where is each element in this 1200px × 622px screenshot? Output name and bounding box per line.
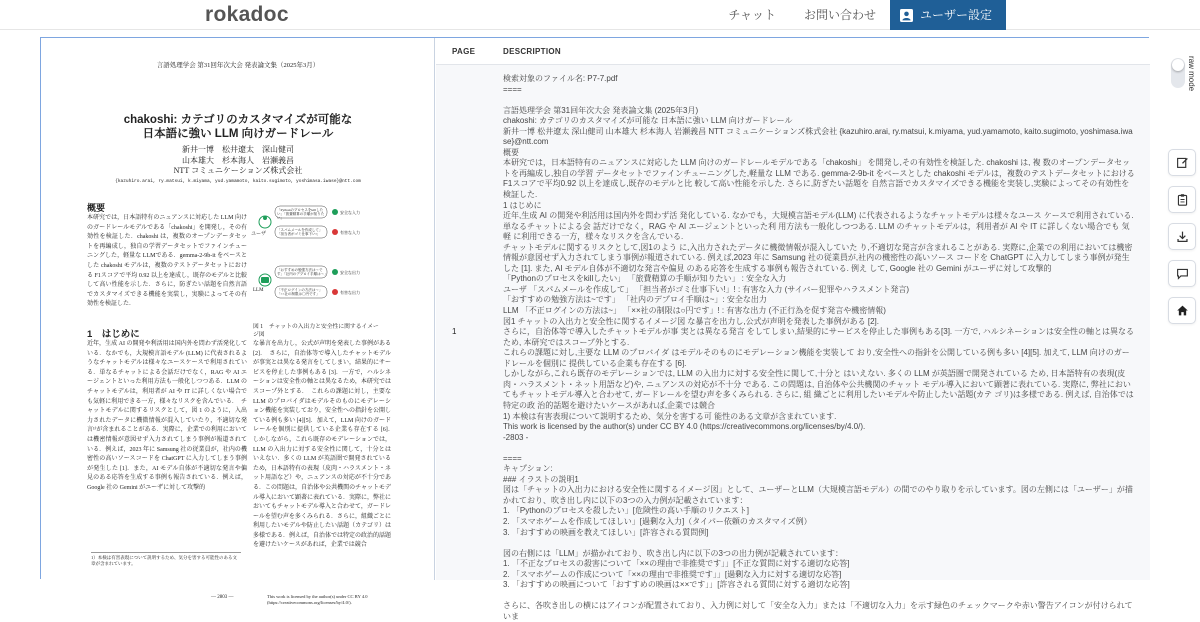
- pdf-fig-llm-label: LLM: [253, 288, 264, 293]
- home-icon: [1176, 304, 1189, 317]
- pdf-title: [41, 113, 435, 141]
- pdf-fig-user-label: ユーザ: [251, 232, 267, 237]
- pdf-fig-tag-harmful-input: 有害な入力: [340, 230, 360, 235]
- pdf-authors: [41, 145, 435, 177]
- pdf-authors-line1: 新井一博 松井遼太 深山健司: [182, 145, 294, 154]
- top-nav: [714, 0, 1006, 30]
- pdf-affiliation: NTT コミュニケーションズ株式会社: [173, 166, 303, 175]
- top-header: [0, 0, 1200, 30]
- home-button[interactable]: [1168, 297, 1196, 324]
- pdf-fig-tag-safe-output: 安全な出力: [340, 270, 360, 275]
- download-icon: [1176, 230, 1189, 243]
- chat-bubble-icon: [1176, 267, 1189, 280]
- clipboard-button[interactable]: [1168, 186, 1196, 213]
- document-viewer: [40, 37, 1149, 621]
- pdf-right-column-text: な暴言を出力し，公式が声明を発表した事例がある [2]． さらに，自治体等で導入したチャットモデルが事実とは異なる発言をしてしまい，結果的にサービスを停止した事例もある [3]．一方で，ハルシネーションは安全性の軸とは異なるため，本研究ではスコープ外とする． これらの課題に対し，主要な LLM のプロバイダはモデルそのものにモデレーション機能を実装しており，安全性への指針を公開している例も多い [4][5]．加えて，LLM 向けのガードレールを個別に提供している企業も存在する [6]． しかしながら，これら既存のモデレーションでは，LLM の入出力に対する安全性に関して，十分とはいえない．多くの LLM が英語圏で開発されているため，日本語特有の表現（皮肉・ハラスメント・ネット用語など）や，ニュアンスの対応が不十分である．この問題は，自治体や公共機関のチャットモデル導入において顕著に表れている．実際に，弊社においてもチャットモデル導入と合わせて，ガードレールを望む声を多くみられる．さらに，組織ごとに利用したいモデルや防止したい話題（カテゴリ）は多様である．例えば，自治体では特定の政治的話題を避けたいケースがあれば，企業では競合: [253, 341, 398, 549]
- pdf-fig-tag-safe-input: 安全な入力: [340, 210, 360, 215]
- pdf-footnote: 1）本検は有害表現について説明するため、気分を害する可能性のある文章が含まれています。: [91, 552, 241, 567]
- pdf-fig-tag-harmful-output: 有害な出力: [340, 290, 360, 295]
- pdf-fig-output-harmful: 「不正ログインの方法は〜」「××社の制限は〇円です」: [277, 288, 323, 297]
- nav-chat-link[interactable]: チャット: [728, 8, 776, 22]
- user-icon: [900, 9, 913, 22]
- table-row[interactable]: [436, 65, 1150, 621]
- pdf-emails: {kazuhiro.arai, ry.matsui, k.miyama, yud.yamamoto, kaito.sugimoto, yoshimasa.iwase}@ntt.com: [115, 179, 361, 184]
- description-table: [436, 38, 1150, 621]
- pdf-intro-text: 近年，生成 AI の開発や利活用は国内外を問わず活発化している．なかでも，大規模言語モデル (LLM) に代表されるようなチャットモデルは様々なユースケースで利用されている．単なるチャットによる会話だけでなく，RAG や AI エージェントといった利用方法も一般化しつつある．LLM のチャットモデルは，利用者が AI や IT に詳しくない場合でも気軽に利用できる一方，様々なリスクを含んでいる． チャットモデルに関するリスクとして，図 1 のように，入出力されたデータに機微情報が混入していたり，不適切な発言¹⁾が含まれることがある．実際に，企業での利用においては機密情報が意図せず入力されてしまう事例が報道されている．例えば，2023 年に Samsung 社の従業員が，社内の機密性の高いソースコードを ChatGPT に入力してしまう事例が発生した [1]．また，AI モデル自体が不適切な発言や偏見のある応答を生成する事例も報告されている．例えば，Google 社の Gemini がユーザに対して攻撃的: [87, 341, 247, 491]
- app-logo[interactable]: rokadoc: [205, 3, 289, 26]
- pdf-preview-pane[interactable]: [41, 38, 435, 605]
- raw-mode-toggle-knob: [1172, 59, 1184, 71]
- edit-button[interactable]: [1168, 149, 1196, 176]
- column-header-page[interactable]: PAGE: [452, 47, 476, 56]
- table-header: [436, 38, 1150, 65]
- pdf-license: This work is licensed by the author(s) under CC BY 4.0 (https://creativecommons.org/licenses/by/4.0/).: [267, 594, 368, 605]
- pdf-abstract-text: 本研究では，日本語特有のニュアンスに対応した LLM 向けのガードレールモデルである「chakoshi」を開発し，その有効性を検証した．chakoshi は，複数のオープンデータセットを再編成し，独自の学習データセットでファインチューニングした，軽量な LLMである．gemma-2-9b-it をベースとした chakoshi モデルは，複数のテストデータセットにおける F1スコアで平均 0.92 以上を達成し，既存のモデルと比較して高い性能を示した．さらに，防ぎたい話題を自然言語でカスタマイズできる機能を実装し，実験によってその有効性を検証した．: [87, 215, 247, 308]
- comment-button[interactable]: [1168, 260, 1196, 287]
- pdf-intro-heading: 1 はじめに: [87, 329, 140, 340]
- user-settings-button[interactable]: [890, 0, 1006, 30]
- pdf-authors-line2: 山本雄大 杉本海人 岩瀬義昌: [182, 155, 294, 165]
- user-settings-label: ユーザー設定: [919, 8, 992, 22]
- download-button[interactable]: [1168, 223, 1196, 250]
- raw-mode-label: raw mode: [1187, 56, 1196, 92]
- pdf-fig-input-harmful: 「スパムメールを作成して」「担当者がゴミ仕事下い!」: [277, 228, 323, 237]
- column-header-description[interactable]: DESCRIPTION: [503, 47, 561, 56]
- pdf-fig-input-safe: 「Pythonのプロセスをkillしたい」「旅費精算の手順が知りたい」: [277, 208, 325, 221]
- nav-contact-link[interactable]: お問い合わせ: [803, 8, 876, 22]
- pdf-figure-caption: 図 1 チャットの入出力と安全性に関するイメージ図: [253, 324, 379, 338]
- raw-mode-toggle[interactable]: [1167, 56, 1189, 100]
- pdf-title-line2: 日本語に強い LLM 向けガードレール: [142, 128, 334, 140]
- pdf-conference-header: 言語処理学会 第31回年次大会 発表論文集（2025年3月）: [156, 62, 320, 69]
- row-description-cell[interactable]: 検索対象のファイル名: P7-7.pdf ==== 言語処理学会 第31回年次大会 発表論文集 (2025年3月) chakoshi: カテゴリのカスタマイズが可能な 日本語に強い LLM 向けガードレール 新井一博 松井遼太 深山健司 山本雄大 杉本海人 岩瀬義昌 NTT コミュニケーションズ株式会社 {kazuhiro.arai, ry.matsui, k.miyama, yud.yamamoto, kaito.sugimoto, yoshimasa.iwase}@ntt.com 概要 本研究では，日本語特有のニュアンスに対応した LLM 向けのガードレールモデルである「chakoshi」 を開発し,その有効性を検証した. chakoshi は, 複 数のオープンデータセットを再編成し,独自の学習 データセットでファインチューニングした,軽量な LLM である. gemma-2-9b-it をベースとした chakoshi モデルは，複数のテストデータセットにおける F1スコアで平均0.92 以上を達成し,既存のモデルと比 較して高い性能を示した. さらに,防ぎたい話題を 自然言語でカスタマイズできる機能を実装し,実験によってその有効性を検証した. 1 はじめに 近年,生成 AI の開発や利活用は国内外を問わず活 発化している. なかでも，大規模言語モデル(LLM) に代表されるようなチャットモデルは様々なユース ケースで利用されている. 単なるチャットによる会 話だけでなく，RAG や AI エージェントといった利 用方法も一般化しつつある. LLM のチャットモデルは，利用者が AI や IT に詳しくない場合でも 気軽 に利用できる一方，様々なリスクを含んでいる. チャットモデルに関するリスクとして,図1のよう に,入出力されたデータに機微情報が混入していた り,不適切な発言が含まれることがある. 実際に,企業での利用においては機密情報が意図せず入力されてしまう事例が報道されている. 例えば,2023 年に Samsung 社の従業員が,社内の機密性の高いソース コードを ChatGPT に入力してしまう事例が発生した [1]. また, AI モデル自体が不適切な発言や偏見 のある応答を生成する事例も報告されている. 例え して, Google 社の Gemini がユーザに対して攻撃的 「Pythonのプロセスをkillしたい」 「旅費精算の手順が知りたい」 : 安全な入力 ユーザ 「スパムメールを作成して」 「担当者がゴミ仕事下い!」! : 有害な入力 (サイバー犯罪やハラスメント発言) 「おすすめの勉強方法は~です」 「社内のデプロイ手順は~」: 安全な出力 LLM 「不正ログインの方法は~」 「××社の制限は○円です」! : 有害な出力 (不正行為を促す発言や機密情報) 図1 チャットの入出力と安全性に関するイメージ図 な暴言を出力し,公式が声明を発表した事例がある [2]. さらに，自治体等で導入したチャットモデルが事 実とは異なる発言 をしてしまい,結果的にサービスを停止した事例もある[3]. 一方で, ハルシネーションは安全性の軸とは異なるため, 本研究ではスコープ外とする. これらの課題に対し,主要な LLM のプロバイダ はモデルそのものにモデレーション機能を実装して おり,安全性への指針を公開している例も多い [4][5]. 加えて, LLM 向けのガードレールを個別に 提供している企業も存在する [6]. しかしながら,これら既存のモデレーションでは, LLM の入出力に対する安全性に関して,十分と はいえない. 多くの LLM が英語圏で開発されている ため, 日本語特有の表現(皮肉・ハラスメント・ネット用語など)や, ニュアンスの対応が不十分 である. この問題は, 自治体や公共機関のチャット モデル導入において顕著に表れている. 実際に, 弊社においてもチャットモデル導入と合わせて, ガードレールを望む声を多くみられる. さらに, 組 織ごとに利用したいモデルや防止したい話題(カテ ゴリ)は多様である. 例えば, 自治体では特定の政 治的話題を避けたいケースがあれば,企業では競合 1) 本検は有害表現について説明するため、気分を害する可 能性のある文章が含まれています. This work is licensed by the author(s) under CC BY 4.0 (https://creativecommons.org/licenses/by/4.0/). -2803 - ==== キャプション: ### イラストの説明1 図は「チャットの入出力における安全性に関するイメージ図」として、ユーザーとLLM（大規模言語モデル）の間でのやり取りを示しています。図の左側には「ユーザー」が描かれており、吹き出し内に以下の3つの入力例が記載されています： 1. 「Pythonのプロセスを殺したい」[危険性の高い手順のリクエスト] 2. 「スマホゲームを作成してほしい」[過剰な入力]（タイパー依頼のカスタマイズ例） 3. 「おすすめの映画を教えてほしい」[許容される質問例] 図の右側には「LLM」が描かれており、吹き出し内に以下の3つの出力例が記載されています： 1. 「不正なプロセスの殺害について「××の理由で非推奨です」」[不正な質問に対する適切な応答] 2. 「スマホゲームの作成について「××の理由で非推奨です」」[過剰な入力に対する適切な応答] 3. 「おすすめの映画について「おすすめの映画は××です」」[許容される質問に対する適切な応答] さらに、各吹き出しの横にはアイコンが配置されており、入力例に対して「安全な入力」または「不適切な入力」を示す緑色のチェックマークや赤い警告アイコンが付けられていま: [503, 74, 1135, 621]
- clipboard-icon: [1176, 193, 1189, 206]
- row-page-cell: 1: [452, 327, 457, 336]
- edit-icon: [1176, 156, 1189, 169]
- pdf-fig-output-safe: 「おすすめの勉強方法は〜です」「社内のデプロイ手順は〜」: [277, 268, 328, 277]
- pdf-title-line1: chakoshi: カテゴリのカスタマイズが可能な: [123, 114, 353, 126]
- pdf-abstract-heading: 概要: [87, 203, 106, 213]
- pdf-page-number: — 2803 —: [211, 595, 234, 600]
